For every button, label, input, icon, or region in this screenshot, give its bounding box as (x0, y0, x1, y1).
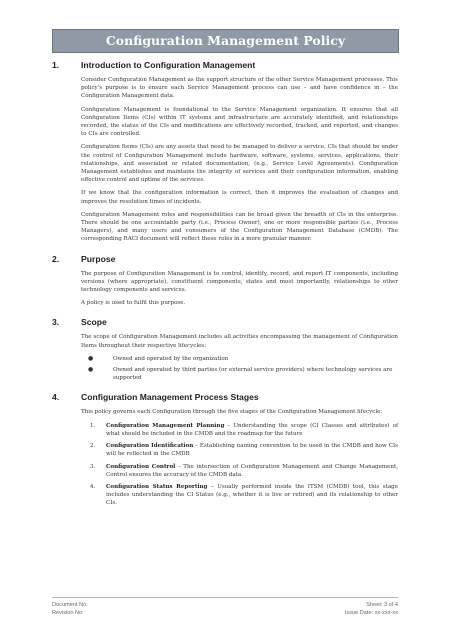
list-item-text: Owned and operated by third parties (or external service providers) where technology services are supported (113, 367, 393, 382)
list-item (81, 366, 398, 382)
list-item (81, 422, 398, 438)
footer-row (52, 609, 398, 617)
section-introduction (52, 60, 398, 244)
sheet-number: Sheet: 3 of 4 (366, 602, 398, 608)
section-number: 3. (52, 317, 60, 328)
section-process-stages (52, 392, 398, 507)
list-item-text: Owned and operated by the organization (113, 355, 229, 362)
stage-term: Configuration Control (106, 463, 176, 470)
stage-term: Configuration Status Reporting (106, 483, 208, 490)
list-item (81, 442, 398, 458)
stage-text: – Understanding the scope (CI Classes and attributes) of what should be included in the CMDB and the roadmap for the future (106, 422, 398, 437)
issue-date: Issue Date: xx-xxx-xx (344, 610, 398, 616)
section-title: Introduction to Configuration Management (81, 60, 256, 70)
list-item (81, 483, 398, 508)
document-body (52, 60, 398, 518)
section-number: 2. (52, 253, 60, 264)
stage-number: 4. (90, 483, 96, 490)
stage-number: 3. (90, 463, 96, 470)
paragraph: The purpose of Configuration Management is to control, identify, record, and report IT components, including versions (where appropriate), constituent components, states and most importantly, relationships to other technology components and services. (81, 270, 398, 294)
paragraph: Configuration Items (CIs) are any assets that need to be managed to deliver a service. CIs that should be under the control of Configuration Management include hardware, software, systems, services, applications, their relationships, and associated or related documentation, (e.g., Service Level Agreements). Configuration Management establishes and maintains the integrity of services and their configuration information, enabling effective control and uptime of the services. (81, 144, 398, 184)
stage-list (81, 422, 398, 508)
paragraph: Configuration Management is foundational to the Service Management organization. It ensures that all Configuration Items (CIs) within IT systems and infrastructure are accurately identified, and relationships recorded, the status of the CIs and modifications are effectively recorded, tracked, and reported, and changes to CIs are controlled. (81, 106, 398, 138)
document-number: Document No: (52, 602, 88, 608)
page-footer (52, 597, 398, 617)
paragraph: This policy governs each Configuration through the five stages of the Configuration Management lifecycle: (81, 409, 383, 416)
section-number: 1. (52, 60, 60, 70)
section-heading (52, 60, 398, 70)
revision-number: Revision No: (52, 610, 84, 616)
list-item (81, 463, 398, 479)
stage-body (106, 483, 398, 508)
section-heading (52, 254, 398, 264)
stage-term: Configuration Identification (106, 443, 194, 450)
section-number: 4. (52, 392, 60, 403)
bullet-icon: ● (88, 366, 94, 374)
paragraph: The scope of Configuration Management includes all activities encompassing the management of Configuration Items throughout their respective lifecycles: (81, 334, 398, 349)
paragraph: Consider Configuration Management as the support structure of the other Service Management processes. This policy's purpose is to ensure each Service Management process can use – and have confidence in – the Configuration Management data. (81, 77, 398, 100)
stage-number: 2. (90, 443, 96, 450)
section-heading (52, 317, 398, 327)
stage-body (106, 442, 398, 458)
paragraph: Configuration Management roles and responsibilities can be broad given the breadth of CIs in the enterprise. There should be one accountable party (i.e., Process Owner), one or more responsible parties (i.e., Process Managers), and many users and consumers of the Configuration Management Database (CMDB). The corresponding RACI document will reflect these roles in a more granular manner. (81, 211, 398, 243)
bullet-icon: ● (88, 354, 94, 362)
section-scope (52, 317, 398, 382)
stage-term: Configuration Management Planning (106, 422, 225, 429)
stage-number: 1. (90, 422, 96, 429)
stage-text: – Establishing naming convention to be used in the CMDB and how CIs will be reflected in the CMDB (106, 443, 398, 458)
section-title: Purpose (81, 253, 116, 264)
paragraph: If we know that the configuration information is correct, then it improves the evaluation of changes and improves the resolution times of incidents. (81, 190, 398, 205)
list-item (81, 355, 398, 363)
paragraph: A policy is used to fulfil this purpose. (81, 300, 186, 307)
stage-text: – Usually performed inside the ITSM (CMDB) tool, this stage includes understanding the CI Status (e.g., whether it is live or retired) and its relationship to other CIs. (106, 483, 398, 507)
section-title: Configuration Management Process Stages (81, 392, 259, 403)
stage-body (106, 422, 398, 438)
page-title: Configuration Management Policy (52, 29, 399, 53)
section-title: Scope (81, 317, 107, 328)
section-heading (52, 392, 398, 402)
bullet-list (81, 355, 398, 383)
section-purpose (52, 254, 398, 308)
stage-text: – The intersection of Configuration Management and Change Management, Control ensures the accuracy of the CMDB data. (106, 463, 398, 478)
stage-body (106, 463, 398, 479)
footer-row (52, 601, 398, 609)
